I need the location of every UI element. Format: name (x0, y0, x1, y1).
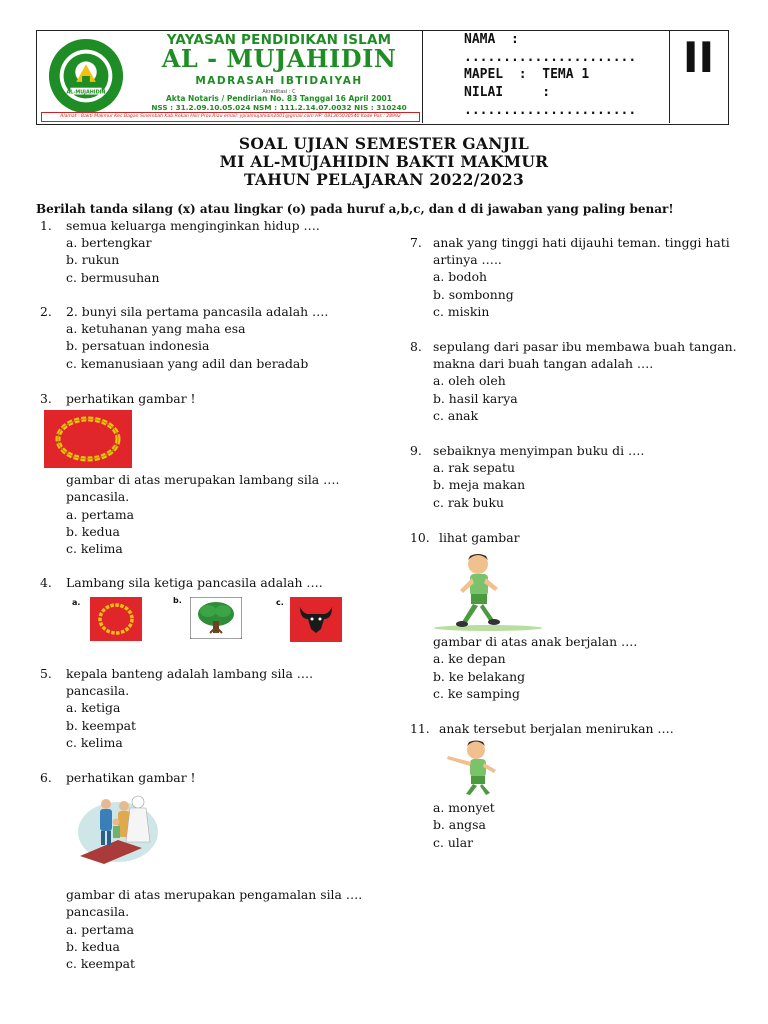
question-number: 8. (410, 339, 422, 354)
question-text: perhatikan gambar ! (66, 770, 196, 785)
option-c[interactable]: c. kemanusiaan yang adil dan beradab (66, 355, 309, 371)
bull-head-option[interactable] (290, 597, 342, 642)
option-c[interactable]: c. kelima (66, 734, 123, 750)
option-a[interactable]: a. pertama (66, 921, 134, 937)
question-text-line: gambar di atas merupakan pengamalan sila …. (66, 887, 363, 902)
option-b[interactable]: b. ke belakang (433, 668, 526, 684)
question-number: 3. (40, 391, 52, 406)
question-number: 4. (40, 575, 52, 590)
question-text: anak yang tinggi hati dijauhi teman. tinggi hati (433, 235, 730, 250)
options (433, 799, 495, 851)
option-a[interactable]: a. monyet (433, 800, 495, 815)
chain-symbol-option[interactable] (90, 597, 142, 641)
banyan-tree-option[interactable] (190, 597, 242, 639)
option-a[interactable]: a. rak sepatu (433, 460, 515, 475)
chain-symbol-image (44, 410, 132, 468)
question-text: perhatikan gambar ! (66, 391, 196, 406)
option-a[interactable]: a. ketiga (66, 700, 121, 716)
school-title: MI AL-MUJAHIDIN BAKTI MAKMUR (219, 152, 549, 171)
walking-boy-image (432, 550, 544, 632)
madrasah-label: MADRASAH IBTIDAIYAH (195, 75, 363, 87)
option-c[interactable]: c. anak (433, 407, 479, 423)
option-a[interactable]: a. ke depan (433, 651, 506, 667)
instruction: Berilah tanda silang (x) atau lingkar (o) pada huruf a,b,c, dan d di jawaban yang paling benar! (36, 202, 674, 216)
question-text: sebaiknya menyimpan buku di …. (433, 443, 645, 458)
option-c[interactable]: c. keempat (66, 956, 136, 972)
nilai-dots: ...................... (464, 103, 637, 118)
question-text-line: artinya ….. (433, 252, 502, 267)
exam-header (36, 30, 729, 125)
option-b[interactable]: b. kedua (66, 523, 120, 539)
class-cell (669, 31, 728, 123)
question-number: 7. (410, 235, 422, 250)
question-text: kepala banteng adalah lambang sila …. (66, 666, 314, 681)
option-c[interactable]: c. ke samping (433, 685, 520, 701)
student-info-cell (422, 31, 670, 123)
option-c[interactable]: c. miskin (433, 303, 490, 319)
question-text: 2. bunyi sila pertama pancasila adalah …. (66, 304, 329, 319)
year-title: TAHUN PELAJARAN 2022/2023 (243, 170, 525, 189)
praying-family-image (72, 790, 158, 864)
option-b[interactable]: b. hasil karya (433, 390, 518, 406)
question-text: semua keluarga menginginkan hidup …. (66, 218, 320, 233)
question-text-continued (66, 886, 362, 972)
question-text: sepulang dari pasar ibu membawa buah tangan. (433, 339, 737, 354)
options (433, 633, 637, 702)
question-text: anak tersebut berjalan menirukan …. (439, 721, 674, 736)
question-text-line: pancasila. (66, 683, 130, 698)
question-number: 10. (410, 530, 430, 545)
nss-info: NSS : 31.2.09.10.05.024 NSM : 111.2.14.07.0032 NIS : 310240 (151, 103, 407, 112)
mapel-label: MAPEL : TEMA 1 (464, 67, 590, 82)
question-number: 9. (410, 443, 422, 458)
question-text-line: gambar di atas merupakan lambang sila …. (66, 472, 340, 487)
question-number: 1. (40, 218, 52, 233)
nilai-label: NILAI : (464, 85, 551, 100)
option-label-b[interactable]: b. (173, 596, 182, 605)
option-label-c[interactable]: c. (276, 598, 284, 607)
option-a[interactable]: a. bertengkar (66, 235, 152, 250)
option-b[interactable]: b. angsa (433, 817, 486, 833)
nama-label: NAMA : (464, 32, 519, 47)
option-a[interactable]: a. bodoh (433, 269, 488, 285)
options (66, 234, 159, 286)
options (66, 682, 136, 751)
question-text-line: gambar di atas anak berjalan …. (433, 634, 638, 649)
foundation-name: YAYASAN PENDIDIKAN ISLAM (166, 32, 392, 48)
option-c[interactable]: c. kelima (66, 541, 123, 557)
option-label-a[interactable]: a. (72, 598, 81, 607)
svg-text:AL-MUJAHIDIN: AL-MUJAHIDIN (66, 89, 106, 96)
option-c[interactable]: c. ular (433, 834, 474, 850)
options (433, 355, 653, 424)
option-a[interactable]: a. pertama (66, 506, 134, 522)
question-text-line: makna dari buah tangan adalah …. (433, 356, 654, 371)
exam-title: SOAL UJIAN SEMESTER GANJIL (238, 134, 530, 153)
question-number: 2. (40, 304, 52, 319)
options (433, 251, 514, 320)
options (66, 320, 308, 372)
option-a[interactable]: a. oleh oleh (433, 373, 506, 389)
question-number: 5. (40, 666, 52, 681)
question-number: 6. (40, 770, 52, 785)
school-name: AL - MUJAHIDIN (161, 44, 397, 73)
option-b[interactable]: b. meja makan (433, 477, 526, 493)
option-a[interactable]: a. ketuhanan yang maha esa (66, 321, 246, 336)
nama-dots: ...................... (464, 50, 637, 65)
question-text: lihat gambar (439, 530, 520, 545)
option-c[interactable]: c. rak buku (433, 494, 504, 510)
notaris-info: Akta Notaris / Pendirian No. 83 Tanggal 16 April 2001 (166, 94, 392, 103)
option-b[interactable]: b. kedua (66, 938, 120, 954)
option-b[interactable]: b. persatuan indonesia (66, 338, 210, 354)
question-text: Lambang sila ketiga pancasila adalah …. (66, 575, 323, 590)
class-number: II (682, 33, 715, 82)
question-number: 11. (410, 721, 430, 736)
options (433, 459, 525, 511)
option-b[interactable]: b. sombonng (433, 286, 514, 302)
question-text-line: pancasila. (66, 489, 130, 505)
question-text-line: pancasila. (66, 904, 130, 920)
question-text-continued (66, 471, 339, 557)
option-b[interactable]: b. keempat (66, 717, 137, 733)
option-c[interactable]: c. bermusuhan (66, 269, 160, 285)
school-identity-cell (37, 31, 423, 123)
school-address: Alamat : Bakti Makmur Kec.Bagan Sinembah Kab.Rokan Hilir Prov.Riau email: ypialmujahidin2001@gmail.com HP: 081365030540 Kode Pos : 28992 (41, 112, 420, 122)
accreditation: Akreditasi : C (262, 89, 296, 95)
imitating-boy-image (440, 738, 510, 796)
option-b[interactable]: b. rukun (66, 252, 120, 268)
school-logo (47, 37, 125, 115)
